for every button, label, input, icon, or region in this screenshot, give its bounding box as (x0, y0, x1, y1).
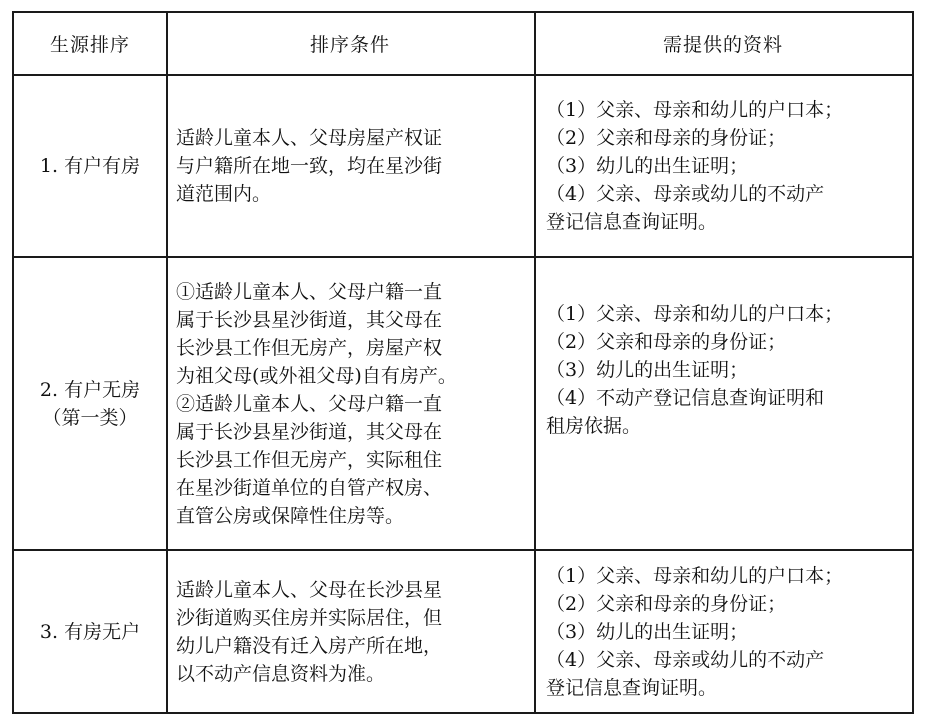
condition-line: 为祖父母(或外祖父母)自有房产。 (176, 364, 457, 387)
condition-line: 属于长沙县星沙街道，其父母在 (176, 308, 443, 331)
material-line: （4）父亲、母亲或幼儿的不动产 (546, 183, 825, 205)
condition-line: 长沙县工作但无房产，房屋产权 (176, 336, 443, 359)
header-cell-materials: 需提供的资料 (662, 34, 783, 56)
header-cell-priority: 生源排序 (49, 34, 130, 56)
condition-line: 与户籍所在地一致，均在星沙街 (176, 155, 443, 177)
condition-line: 直管公房或保障性住房等。 (176, 504, 405, 527)
enrollment-table (12, 11, 914, 714)
condition-line: ①适龄儿童本人、父母户籍一直 (176, 280, 443, 303)
row-3-materials (536, 551, 912, 712)
material-line: 登记信息查询证明。 (546, 211, 718, 233)
condition-line: 适龄儿童本人、父母房屋产权证 (176, 127, 443, 149)
row-1-category (14, 76, 166, 256)
row-3-category (14, 551, 166, 712)
condition-line: 幼儿户籍没有迁入房产所在地， (176, 634, 443, 657)
material-line: （2）父亲和母亲的身份证； (546, 592, 787, 615)
material-line: （1）父亲、母亲和幼儿的户口本； (546, 564, 844, 587)
condition-line: 属于长沙县星沙街道，其父母在 (176, 420, 443, 443)
condition-line: 适龄儿童本人、父母在长沙县星 (176, 578, 443, 601)
material-line: （3）幼儿的出生证明； (546, 155, 749, 177)
material-line: 租房依据。 (546, 415, 642, 437)
condition-line: 道范围内。 (176, 183, 272, 205)
condition-line: 以不动产信息资料为准。 (176, 662, 386, 685)
condition-line: 长沙县工作但无房产，实际租住 (176, 448, 443, 471)
row-2-conditions (168, 258, 534, 549)
material-line: （2）父亲和母亲的身份证； (546, 127, 787, 149)
condition-line: ②适龄儿童本人、父母户籍一直 (176, 392, 443, 415)
category-label: 3. 有房无户 (39, 620, 141, 643)
material-line: （1）父亲、母亲和幼儿的户口本； (546, 99, 844, 121)
condition-line: 沙街道购买住房并实际居住，但 (176, 606, 443, 629)
category-label: 2. 有户无房 (39, 378, 141, 401)
material-line: （4）不动产登记信息查询证明和 (546, 387, 825, 409)
condition-line: 在星沙街道单位的自管产权房、 (176, 476, 443, 499)
material-line: 登记信息查询证明。 (546, 676, 718, 699)
row-2-category (14, 258, 166, 549)
category-label: 1. 有户有房 (39, 155, 141, 177)
material-line: （4）父亲、母亲或幼儿的不动产 (546, 648, 825, 671)
row-2-materials (536, 258, 912, 549)
header-cell-conditions: 排序条件 (309, 34, 390, 56)
row-3-conditions (168, 551, 534, 712)
material-line: （2）父亲和母亲的身份证； (546, 331, 787, 353)
material-line: （1）父亲、母亲和幼儿的户口本； (546, 303, 844, 325)
material-line: （3）幼儿的出生证明； (546, 620, 749, 643)
material-line: （3）幼儿的出生证明； (546, 359, 749, 381)
row-1-materials (536, 76, 912, 256)
category-sublabel: （第一类） (42, 406, 138, 429)
row-1-conditions (168, 76, 534, 256)
